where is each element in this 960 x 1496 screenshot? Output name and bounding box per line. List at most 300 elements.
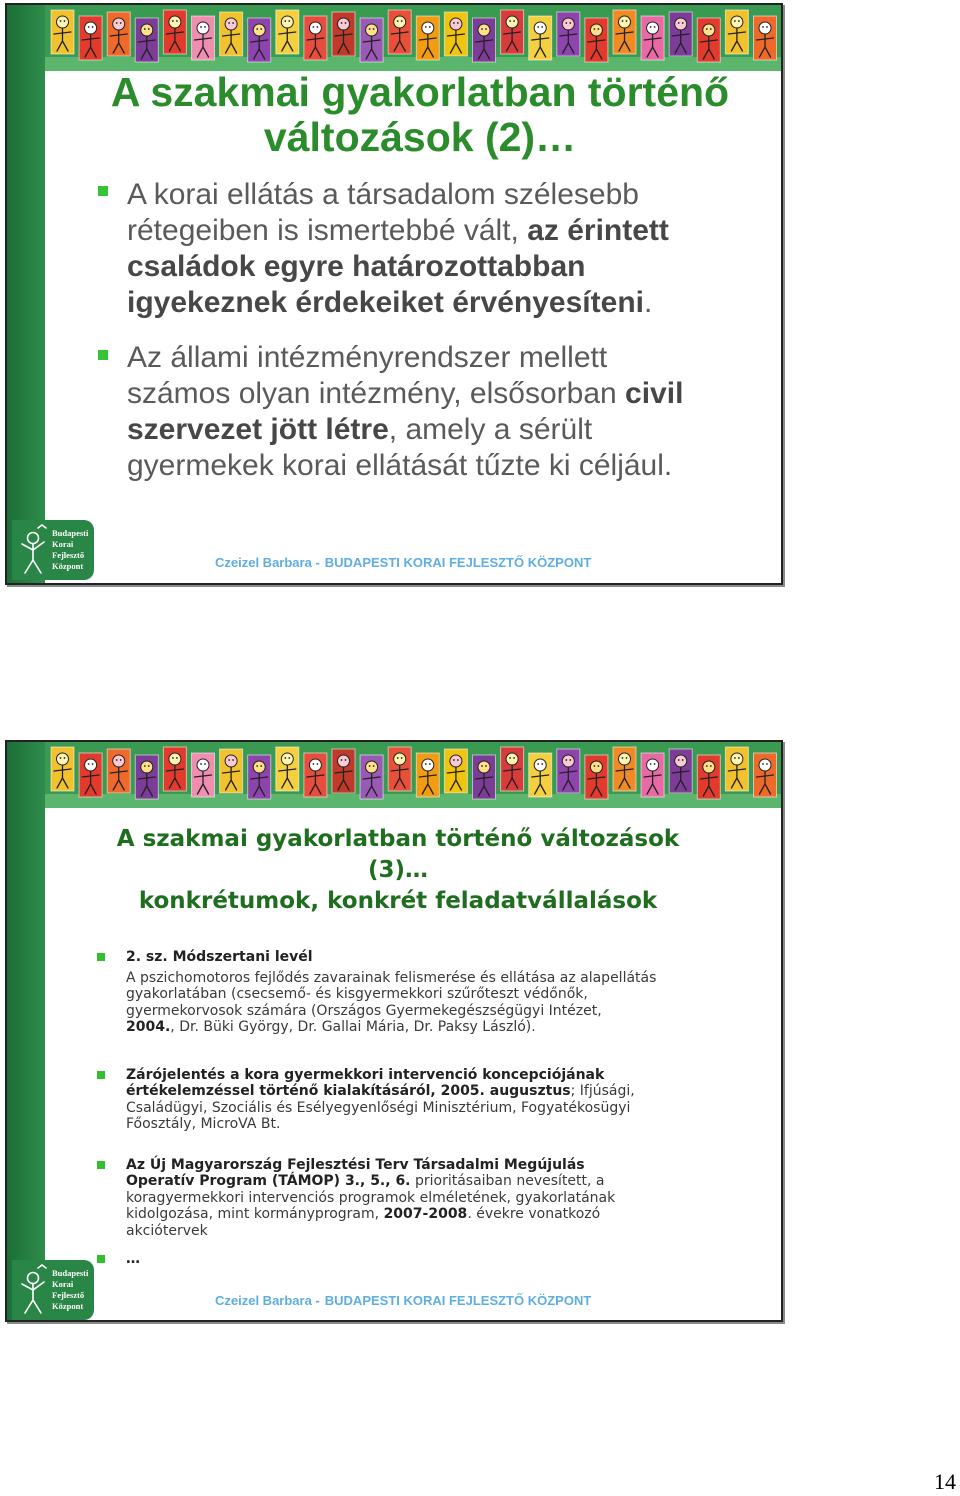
- figure-head: [703, 24, 715, 36]
- figure-eye: [481, 765, 483, 767]
- bullet-item: [127, 340, 683, 484]
- banner-tile: [416, 753, 439, 797]
- figure-eye: [682, 22, 684, 24]
- text-run: A korai ellátás a társadalom szélesebb: [127, 178, 639, 211]
- figure-eye: [369, 28, 371, 30]
- figure-eye: [622, 20, 624, 22]
- banner-tile: [669, 12, 692, 56]
- text-run: akciótervek: [126, 1222, 208, 1239]
- banner-tile: [332, 12, 355, 56]
- center-logo: [12, 520, 94, 580]
- figure-eye: [341, 22, 343, 24]
- text-line: [126, 1083, 635, 1100]
- text-run-bold: Operatív Program (TÁMOP) 3., 5., 6.: [126, 1173, 411, 1190]
- figure-eye: [64, 20, 66, 22]
- center-logo: [12, 1260, 94, 1320]
- figure-eye: [453, 22, 455, 24]
- text-line: [126, 1157, 615, 1174]
- text-line: [127, 177, 669, 213]
- figure-eye: [204, 26, 206, 28]
- slide-title-line: A szakmai gyakorlatban történő: [110, 69, 730, 115]
- text-run: prioritásaiban nevesített, a: [410, 1173, 605, 1190]
- bullet-item: [126, 949, 656, 1036]
- text-run-bold: igyekeznek érdekeiket érvényesíteni: [127, 286, 644, 319]
- banner-tile: [248, 755, 271, 799]
- figure-eye: [176, 757, 178, 759]
- figure-head: [731, 16, 743, 28]
- banner-tile: [444, 12, 467, 56]
- figure-head: [562, 18, 574, 30]
- text-run: , Dr. Büki György, Dr. Gallai Mária, Dr. Paksy László).: [170, 1019, 536, 1036]
- banner-tile: [248, 18, 271, 62]
- figure-eye: [144, 28, 146, 30]
- bullet-item: [127, 177, 669, 321]
- banner-tile: [669, 749, 692, 793]
- figure-eye: [734, 20, 736, 22]
- bullet-marker: [98, 350, 108, 360]
- logo-line: Budapesti: [52, 528, 89, 538]
- figure-eye: [284, 20, 286, 22]
- figure-eye: [232, 22, 234, 24]
- logo-head: [28, 1273, 39, 1284]
- figure-eye: [762, 26, 764, 28]
- side-stripe: [7, 5, 45, 583]
- figure-eye: [598, 765, 600, 767]
- figure-eye: [682, 759, 684, 761]
- text-run: számos olyan intézmény, elsősorban: [127, 377, 626, 410]
- figure-eye: [228, 759, 230, 761]
- slide-footer: [215, 555, 591, 571]
- banner-tile: [304, 16, 327, 60]
- logo-head: [28, 533, 39, 544]
- banner-tile: [585, 755, 608, 799]
- banner-tile: [304, 753, 327, 797]
- banner-tile: [416, 16, 439, 60]
- slide-title: [38, 824, 758, 917]
- text-line: [126, 1223, 615, 1240]
- logo-line: Budapesti: [52, 1268, 89, 1278]
- figure-head: [478, 24, 490, 36]
- text-run-bold: értékelemzéssel történő kialakításáról, 2005. augusztus: [126, 1083, 571, 1100]
- figure-head: [731, 753, 743, 765]
- text-run-bold: 2004.: [126, 1019, 171, 1036]
- figure-eye: [116, 22, 118, 24]
- figure-eye: [176, 20, 178, 22]
- figure-head: [309, 22, 321, 34]
- text-line: [127, 213, 669, 249]
- banner-tile: [51, 10, 74, 54]
- text-line: [127, 412, 683, 448]
- banner-tile: [332, 749, 355, 793]
- footer-organization: BUDAPESTI KORAI FEJLESZTŐ KÖZPONT: [324, 1293, 592, 1308]
- figure-eye: [88, 26, 90, 28]
- banner-tile: [135, 18, 158, 62]
- figure-eye: [569, 22, 571, 24]
- text-line: [126, 949, 656, 966]
- banner-tile: [360, 755, 383, 799]
- figure-eye: [513, 757, 515, 759]
- figure-eye: [706, 28, 708, 30]
- slide-changes-2: [5, 3, 783, 585]
- text-line: [126, 1019, 656, 1036]
- figure-eye: [288, 20, 290, 22]
- text-run: A pszichomotoros fejlődés zavarainak felismerése és ellátása az alapellátás: [126, 969, 657, 986]
- figure-eye: [64, 757, 66, 759]
- figure-eye: [200, 763, 202, 765]
- figure-eye: [397, 757, 399, 759]
- figure-head: [619, 753, 631, 765]
- figure-eye: [148, 28, 150, 30]
- figure-head: [85, 22, 97, 34]
- figure-eye: [228, 22, 230, 24]
- figure-eye: [397, 20, 399, 22]
- logo-text: [52, 528, 88, 572]
- bullet-item: [126, 1157, 615, 1240]
- figure-head: [647, 759, 659, 771]
- figure-eye: [565, 22, 567, 24]
- figure-eye: [598, 28, 600, 30]
- figure-eye: [425, 26, 427, 28]
- figure-eye: [256, 765, 258, 767]
- text-run: Az állami intézményrendszer mellett: [127, 341, 608, 374]
- figure-head: [281, 753, 293, 765]
- banner-tile: [501, 10, 524, 54]
- figure-head: [141, 24, 153, 36]
- figure-eye: [706, 765, 708, 767]
- figure-head: [534, 22, 546, 34]
- figure-head: [309, 759, 321, 771]
- text-line: [127, 249, 669, 285]
- footer-author: Czeizel Barbara -: [215, 1293, 320, 1308]
- footer-author: Czeizel Barbara -: [215, 555, 320, 570]
- text-run-bold: Az Új Magyarország Fejlesztési Terv Társadalmi Megújulás: [126, 1156, 585, 1173]
- figure-eye: [654, 26, 656, 28]
- figure-eye: [260, 765, 262, 767]
- text-run: gyakorlatában (csecsemő- és kisgyermekkori szűrőteszt védőnők,: [126, 986, 588, 1003]
- banner-tile: [79, 16, 102, 60]
- figure-eye: [565, 759, 567, 761]
- text-run: Főosztály, MicroVA Bt.: [126, 1116, 281, 1133]
- figure-eye: [88, 763, 90, 765]
- figure-head: [197, 759, 209, 771]
- figure-head: [534, 759, 546, 771]
- figure-eye: [710, 765, 712, 767]
- slide-title-line: (3)…: [367, 857, 429, 883]
- figure-eye: [172, 757, 174, 759]
- figure-eye: [594, 765, 596, 767]
- banner-tile: [220, 12, 243, 56]
- figure-eye: [116, 759, 118, 761]
- text-run: koragyermekkori intervenciós programok elméletének, gyakorlatának: [126, 1189, 616, 1206]
- text-run-bold: szervezet jött létre: [127, 413, 389, 446]
- bullet-marker: [97, 1255, 105, 1263]
- banner-tile: [388, 10, 411, 54]
- slide-title: [60, 70, 780, 160]
- figure-eye: [172, 20, 174, 22]
- figure-eye: [738, 20, 740, 22]
- text-line: [127, 448, 683, 484]
- figure-eye: [766, 763, 768, 765]
- banner-tile: [473, 18, 496, 62]
- banner-tile: [529, 753, 552, 797]
- text-line: [127, 285, 669, 321]
- figure-eye: [232, 759, 234, 761]
- text-run: kidolgozása, mint kormányprogram,: [126, 1206, 384, 1223]
- banner-tile: [725, 747, 748, 791]
- figure-head: [253, 24, 265, 36]
- figure-eye: [429, 763, 431, 765]
- banner-tile: [641, 753, 664, 797]
- text-run-bold: az érintett: [527, 214, 669, 247]
- bullet-marker: [97, 953, 105, 961]
- banner-tile: [557, 749, 580, 793]
- figure-head: [590, 24, 602, 36]
- banner-tile: [725, 10, 748, 54]
- banner-tile: [220, 749, 243, 793]
- logo-text: [52, 1268, 88, 1312]
- figure-head: [197, 22, 209, 34]
- banner-tile: [192, 16, 215, 60]
- text-line: [127, 376, 683, 412]
- text-line: [126, 986, 656, 1003]
- figure-head: [338, 755, 350, 767]
- text-run-bold: civil: [625, 377, 684, 410]
- figure-head: [759, 22, 771, 34]
- figure-head: [506, 16, 518, 28]
- text-run: .: [643, 286, 653, 319]
- slide-changes-3: [5, 740, 783, 1322]
- figure-head: [169, 16, 181, 28]
- text-run: . évekre vonatkozó: [467, 1206, 601, 1223]
- figure-eye: [509, 757, 511, 759]
- banner-tile: [501, 747, 524, 791]
- figure-eye: [313, 26, 315, 28]
- banner-tile: [135, 755, 158, 799]
- banner-tile: [697, 755, 720, 799]
- figure-eye: [710, 28, 712, 30]
- bullet-marker: [97, 1161, 105, 1169]
- text-run-bold: 2007-2008: [383, 1206, 468, 1223]
- banner-tile: [276, 10, 299, 54]
- figure-head: [113, 755, 125, 767]
- figure-eye: [762, 763, 764, 765]
- text-line: [127, 340, 683, 376]
- text-line: [126, 1206, 615, 1223]
- logo-line: Korai: [52, 539, 74, 549]
- figure-eye: [738, 757, 740, 759]
- figure-head: [57, 16, 69, 28]
- bullet-marker: [97, 1071, 105, 1079]
- figure-head: [225, 18, 237, 30]
- figure-head: [422, 759, 434, 771]
- bullet-item: [126, 1251, 140, 1268]
- figure-eye: [509, 20, 511, 22]
- figure-head: [113, 18, 125, 30]
- bullet-item: [126, 1067, 635, 1133]
- text-line: [126, 1190, 615, 1207]
- figure-head: [366, 761, 378, 773]
- text-run-bold: 2. sz. Módszertani levél: [126, 948, 313, 965]
- figure-eye: [537, 763, 539, 765]
- figure-eye: [369, 765, 371, 767]
- figure-eye: [650, 763, 652, 765]
- text-line: [126, 1067, 635, 1084]
- figure-eye: [120, 22, 122, 24]
- figure-eye: [485, 765, 487, 767]
- figure-head: [675, 755, 687, 767]
- figure-head: [57, 753, 69, 765]
- figure-eye: [92, 26, 94, 28]
- logo-line: Korai: [52, 1279, 74, 1289]
- figure-eye: [60, 20, 62, 22]
- page-number: 14: [934, 1469, 956, 1494]
- figure-eye: [373, 28, 375, 30]
- figure-eye: [120, 759, 122, 761]
- text-run: gyermekek korai ellátását tűzte ki céljául.: [127, 449, 673, 482]
- banner-tile: [754, 16, 777, 60]
- figure-eye: [256, 28, 258, 30]
- figure-eye: [622, 757, 624, 759]
- banner: [45, 742, 781, 808]
- figure-head: [450, 755, 462, 767]
- figure-eye: [313, 763, 315, 765]
- banner-tile: [754, 753, 777, 797]
- bullet-marker: [98, 186, 108, 196]
- figure-eye: [148, 765, 150, 767]
- figure-head: [590, 761, 602, 773]
- figure-head: [562, 755, 574, 767]
- logo-line: Központ: [52, 1301, 84, 1311]
- text-line: [126, 1003, 656, 1020]
- banner-tile: [473, 755, 496, 799]
- figure-head: [478, 761, 490, 773]
- figure-eye: [429, 26, 431, 28]
- logo-line: Központ: [52, 561, 84, 571]
- figure-eye: [734, 757, 736, 759]
- banner-tile: [697, 18, 720, 62]
- figure-head: [169, 753, 181, 765]
- figure-eye: [60, 757, 62, 759]
- banner-tile: [360, 18, 383, 62]
- text-run: gyermekorvosok számára (Országos Gyermekegészségügyi Intézet,: [126, 1002, 602, 1019]
- figure-eye: [317, 763, 319, 765]
- figure-eye: [626, 20, 628, 22]
- figure-head: [366, 24, 378, 36]
- banner-tile: [529, 16, 552, 60]
- figure-head: [281, 16, 293, 28]
- figure-eye: [200, 26, 202, 28]
- figure-eye: [485, 28, 487, 30]
- logo-line: Fejlesztő: [52, 550, 85, 560]
- figure-eye: [204, 763, 206, 765]
- figure-eye: [401, 20, 403, 22]
- figure-head: [647, 22, 659, 34]
- figure-eye: [284, 757, 286, 759]
- figure-head: [759, 759, 771, 771]
- figure-eye: [626, 757, 628, 759]
- figure-eye: [513, 20, 515, 22]
- figure-head: [253, 761, 265, 773]
- banner-tile: [51, 747, 74, 791]
- figure-eye: [260, 28, 262, 30]
- child-figure-icon: [16, 1264, 50, 1316]
- text-run: Családügyi, Szociális és Esélyegyenlőségi Minisztérium, Fogyatékosügyi: [126, 1099, 631, 1116]
- banner-tile: [79, 753, 102, 797]
- banner-tile: [276, 747, 299, 791]
- figure-eye: [92, 763, 94, 765]
- banner-tile: [163, 747, 186, 791]
- banner-tile: [107, 749, 130, 793]
- figure-head: [703, 761, 715, 773]
- figure-head: [675, 18, 687, 30]
- figure-eye: [288, 757, 290, 759]
- figure-eye: [541, 763, 543, 765]
- text-run: , amely a sérült: [388, 413, 593, 446]
- text-line: [126, 1116, 635, 1133]
- slide-footer: [215, 1293, 591, 1309]
- figure-head: [394, 16, 406, 28]
- figure-head: [422, 22, 434, 34]
- figure-eye: [650, 26, 652, 28]
- banner-tile: [613, 747, 636, 791]
- figure-head: [394, 753, 406, 765]
- text-line: [126, 1251, 140, 1268]
- figure-eye: [678, 22, 680, 24]
- banner-tile: [613, 10, 636, 54]
- text-run-bold: …: [126, 1250, 140, 1267]
- figure-head: [450, 18, 462, 30]
- banner-tile: [388, 747, 411, 791]
- figure-head: [225, 755, 237, 767]
- figure-eye: [457, 759, 459, 761]
- figure-eye: [373, 765, 375, 767]
- figure-eye: [453, 759, 455, 761]
- figure-eye: [425, 763, 427, 765]
- child-figure-icon: [16, 524, 50, 576]
- banner-tile: [641, 16, 664, 60]
- text-run: rétegeiben is ismertebbé vált,: [127, 214, 528, 247]
- banner-tile: [557, 12, 580, 56]
- banner-tile: [444, 749, 467, 793]
- footer-organization: BUDAPESTI KORAI FEJLESZTŐ KÖZPONT: [324, 555, 592, 570]
- figure-head: [619, 16, 631, 28]
- slide-subtitle-line: konkrétumok, konkrét feladatvállalások: [138, 888, 658, 914]
- figure-eye: [401, 757, 403, 759]
- figure-eye: [317, 26, 319, 28]
- banner: [45, 5, 781, 71]
- figure-head: [85, 759, 97, 771]
- banner-tile: [585, 18, 608, 62]
- figure-head: [141, 761, 153, 773]
- slide-title-line: változások (2)…: [263, 114, 577, 160]
- figure-eye: [766, 26, 768, 28]
- figure-eye: [345, 759, 347, 761]
- figure-eye: [537, 26, 539, 28]
- text-run: ; Ifjúsági,: [570, 1083, 635, 1100]
- figure-eye: [678, 759, 680, 761]
- figure-eye: [341, 759, 343, 761]
- text-run-bold: Zárójelentés a kora gyermekkori intervenció koncepciójának: [126, 1066, 605, 1083]
- figure-eye: [457, 22, 459, 24]
- figure-eye: [569, 759, 571, 761]
- text-line: [126, 1100, 635, 1117]
- slide-title-line: A szakmai gyakorlatban történő változások: [116, 826, 680, 852]
- figure-eye: [144, 765, 146, 767]
- figure-head: [506, 753, 518, 765]
- banner-tile: [192, 753, 215, 797]
- figure-eye: [541, 26, 543, 28]
- figure-head: [338, 18, 350, 30]
